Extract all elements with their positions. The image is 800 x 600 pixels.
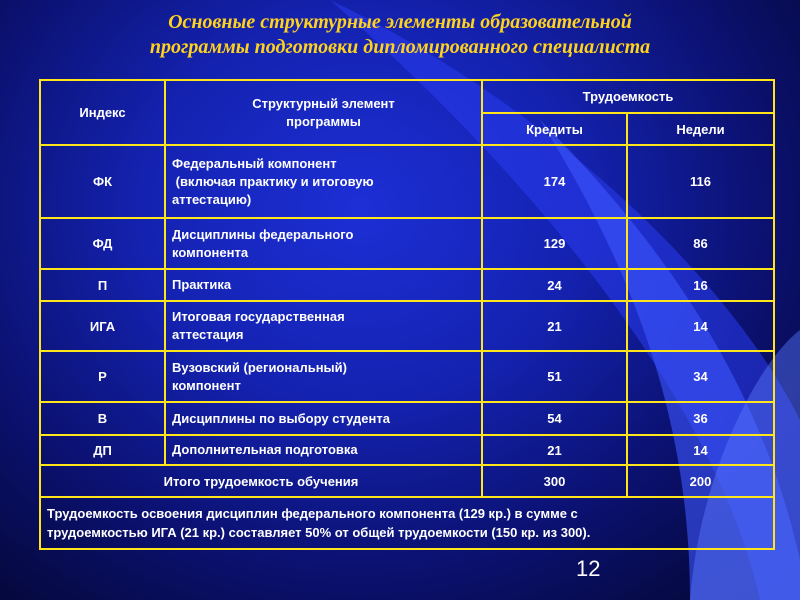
row-element-line-1: Федеральный компонент [172, 155, 337, 171]
row-index: ФД [40, 218, 165, 269]
row-element-line-1: Вузовский (региональный) [172, 359, 347, 375]
total-credits: 300 [482, 465, 627, 497]
row-credits: 54 [482, 402, 627, 435]
table-row [40, 301, 774, 351]
row-element-line-2: (включая практику и итоговую [172, 173, 374, 189]
table-row [40, 402, 774, 435]
row-weeks: 14 [627, 435, 774, 465]
header-index: Индекс [40, 80, 165, 145]
row-index: Р [40, 351, 165, 402]
row-element-line-1: Дисциплины федерального [172, 226, 354, 242]
row-index: ФК [40, 145, 165, 218]
header-row-1 [40, 80, 774, 113]
table-row [40, 145, 774, 218]
row-element-line-3: аттестацию) [172, 191, 252, 207]
row-credits: 24 [482, 269, 627, 301]
row-element-line-2: компонента [172, 244, 249, 260]
table-row [40, 435, 774, 465]
total-row [40, 465, 774, 497]
structure-table [39, 79, 775, 550]
row-credits: 21 [482, 435, 627, 465]
header-credits: Кредиты [482, 113, 627, 145]
row-credits: 51 [482, 351, 627, 402]
header-element-line-2: программы [286, 113, 361, 129]
header-element-line-1: Структурный элемент [252, 95, 395, 111]
note-cell [40, 497, 774, 549]
note-line-2: трудоемкостью ИГА (21 кр.) составляет 50% от общей трудоемкости (150 кр. из 300). [47, 525, 591, 540]
row-element-line-1: Итоговая государственная [172, 309, 345, 324]
table-row [40, 351, 774, 402]
row-credits: 174 [482, 145, 627, 218]
row-index: ИГА [40, 301, 165, 351]
header-element [165, 80, 482, 145]
row-weeks: 116 [627, 145, 774, 218]
table-row [40, 269, 774, 301]
row-element-line-2: компонент [172, 377, 241, 393]
row-element: Практика [165, 269, 482, 301]
row-element: Дополнительная подготовка [165, 435, 482, 465]
row-element [165, 218, 482, 269]
note-line-1: Трудоемкость освоения дисциплин федерального компонента (129 кр.) в сумме с [47, 506, 578, 521]
total-label: Итого трудоемкость обучения [40, 465, 482, 497]
total-weeks: 200 [627, 465, 774, 497]
row-element-line-2: аттестация [172, 327, 244, 342]
title-line-2: программы подготовки дипломированного специалиста [149, 36, 651, 58]
row-credits: 21 [482, 301, 627, 351]
row-element [165, 301, 482, 351]
row-weeks: 86 [627, 218, 774, 269]
row-index: В [40, 402, 165, 435]
table-row [40, 218, 774, 269]
row-weeks: 16 [627, 269, 774, 301]
title-line-1: Основные структурные элементы образовательной [168, 11, 632, 33]
row-element [165, 145, 482, 218]
note-row [40, 497, 774, 549]
row-element: Дисциплины по выбору студента [165, 402, 482, 435]
row-weeks: 36 [627, 402, 774, 435]
row-weeks: 14 [627, 301, 774, 351]
row-index: П [40, 269, 165, 301]
header-labor: Трудоемкость [482, 80, 774, 113]
slide-title [20, 10, 780, 60]
page-number: 12 [576, 556, 601, 581]
row-credits: 129 [482, 218, 627, 269]
header-weeks: Недели [627, 113, 774, 145]
row-element [165, 351, 482, 402]
row-weeks: 34 [627, 351, 774, 402]
row-index: ДП [40, 435, 165, 465]
